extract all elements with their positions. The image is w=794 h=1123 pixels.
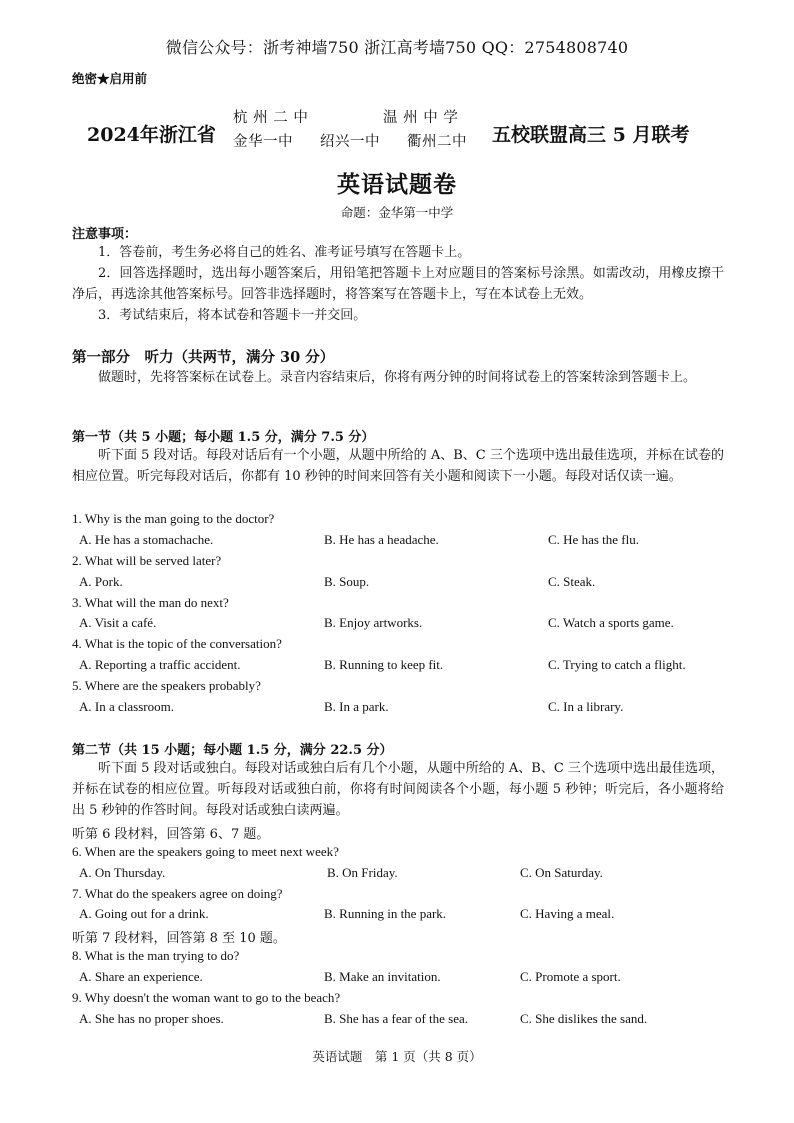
note-item: 2．回答选择题时，选出每小题答案后，用铅笔把答题卡上对应题目的答案标号涂黑。如需改动，用橡皮擦干净后，再选涂其他答案标号。回答非选择题时，将答案写在答题卡上，写在本试卷上无效。: [72, 266, 724, 302]
option-c: C. He has the flu.: [548, 532, 639, 547]
wechat-banner: 微信公众号：浙考神墙750 浙江高考墙750 QQ：2754808740: [165, 38, 629, 57]
question: 9. Why doesn't the woman want to go to the beach?: [72, 990, 341, 1005]
option-b: B. Soup.: [324, 574, 370, 589]
option-a: A. Pork.: [79, 574, 123, 589]
question: 3. What will the man do next?: [72, 595, 229, 610]
option-b: B. Make an invitation.: [324, 969, 441, 984]
material-instruction: 听第 7 段材料，回答第 8 至 10 题。: [72, 931, 286, 946]
question: 1. Why is the man going to the doctor?: [72, 511, 275, 526]
section2-title: 第二节（共 15 小题；每小题 1.5 分，满分 22.5 分）: [72, 743, 393, 758]
question: 8. What is the man trying to do?: [72, 948, 240, 963]
question: 2. What will be served later?: [72, 553, 222, 568]
school-quzhou-2: 衢州二中: [407, 134, 467, 150]
option-a: A. Share an experience.: [79, 969, 203, 984]
author-line: 命题：金华第一中学: [340, 205, 454, 220]
part1-title: 第一部分 听力（共两节，满分 30 分）: [72, 349, 335, 366]
option-b: B. She has a fear of the sea.: [324, 1011, 469, 1026]
option-a: A. Reporting a traffic accident.: [79, 657, 241, 672]
school-shaoxing-1: 绍兴一中: [320, 134, 380, 150]
option-c: C. Steak.: [548, 574, 596, 589]
option-a: A. She has no proper shoes.: [79, 1011, 224, 1026]
note-item: 1．答卷前，考生务必将自己的姓名、准考证号填写在答题卡上。: [98, 245, 471, 260]
option-a: A. Visit a café.: [79, 615, 157, 630]
exam-year-province: 2024年浙江省: [87, 124, 216, 146]
option-c: C. Trying to catch a flight.: [548, 657, 686, 672]
option-a: A. He has a stomachache.: [79, 532, 214, 547]
question: 5. Where are the speakers probably?: [72, 678, 261, 693]
option-b: B. On Friday.: [327, 865, 398, 880]
option-a: A. Going out for a drink.: [79, 906, 209, 921]
note-item: 3．考试结束后，将本试卷和答题卡一并交回。: [98, 308, 367, 323]
option-c: C. She dislikes the sand.: [520, 1011, 648, 1026]
subject-title: 英语试题卷: [337, 171, 457, 198]
option-b: B. Running to keep fit.: [324, 657, 444, 672]
school-hangzhou-2: 杭 州 二 中: [233, 110, 309, 126]
option-c: C. On Saturday.: [520, 865, 603, 880]
option-a: A. On Thursday.: [79, 865, 166, 880]
option-b: B. In a park.: [324, 699, 389, 714]
question: 6. When are the speakers going to meet next week?: [72, 844, 339, 859]
notes-title: 注意事项：: [72, 227, 138, 242]
option-b: B. Enjoy artworks.: [324, 615, 423, 630]
exam-header-suffix: 五校联盟高三 5 月联考: [492, 124, 690, 146]
confidential-label: 绝密★启用前: [72, 71, 148, 86]
section1-intro: 听下面 5 段对话。每段对话后有一个小题，从题中所给的 A、B、C 三个选项中选出最佳选项，并标在试卷的相应位置。听完每段对话后，你都有 10 秒钟的时间来回答有关小题和阅读下一小题。每段对话仅读一遍。: [72, 448, 724, 484]
option-c: C. Watch a sports game.: [548, 615, 674, 630]
option-c: C. Having a meal.: [520, 906, 615, 921]
option-b: B. Running in the park.: [324, 906, 447, 921]
question: 4. What is the topic of the conversation?: [72, 636, 282, 651]
option-a: A. In a classroom.: [79, 699, 174, 714]
option-c: C. In a library.: [548, 699, 624, 714]
part1-intro: 做题时，先将答案标在试卷上。录音内容结束后，你将有两分钟的时间将试卷上的答案转涂到答题卡上。: [98, 370, 697, 385]
school-wenzhou: 温 州 中 学: [383, 110, 459, 126]
option-c: C. Promote a sport.: [520, 969, 621, 984]
option-b: B. He has a headache.: [324, 532, 439, 547]
page-footer: 英语试题 第 1 页（共 8 页）: [312, 1049, 482, 1064]
school-jinhua-1: 金华一中: [233, 134, 293, 150]
question: 7. What do the speakers agree on doing?: [72, 886, 283, 901]
section2-intro: 听下面 5 段对话或独白。每段对话或独白后有几个小题，从题中所给的 A、B、C 三个选项中选出最佳选项，并标在试卷的相应位置。听每段对话或独白前，你将有时间阅读各个小题，每小题 5 秒钟；听完后，各小题将给出 5 秒钟的作答时间。每段对话或独白读两遍。: [72, 761, 724, 818]
section1-title: 第一节（共 5 小题；每小题 1.5 分，满分 7.5 分）: [72, 430, 375, 445]
material-instruction: 听第 6 段材料，回答第 6、7 题。: [72, 827, 270, 842]
